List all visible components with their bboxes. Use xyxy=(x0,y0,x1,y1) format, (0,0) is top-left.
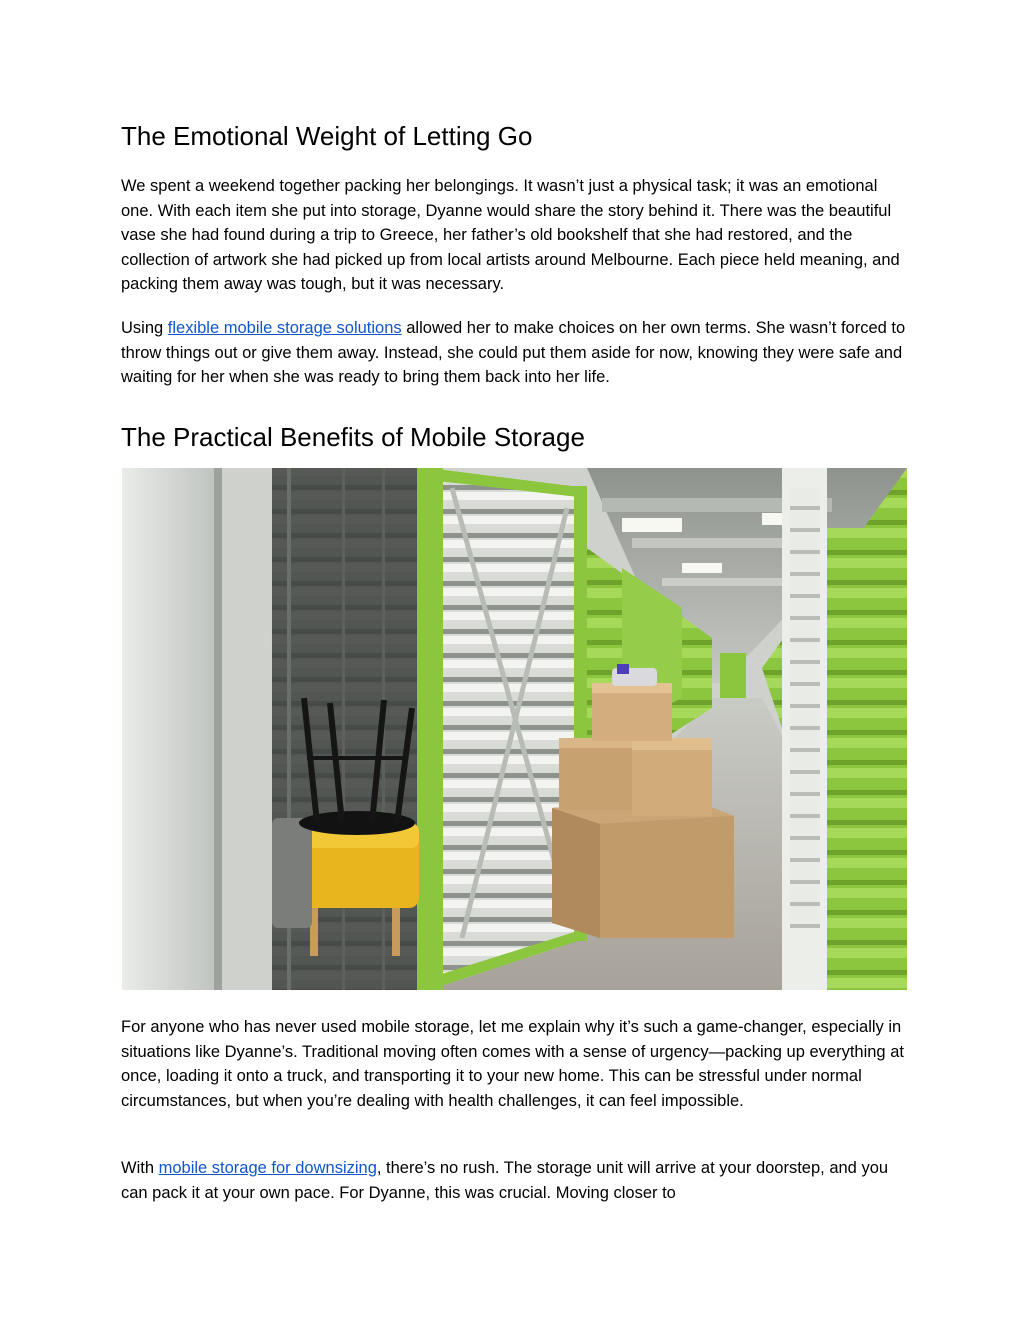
storage-facility-photo xyxy=(122,468,907,990)
paragraph-text: With xyxy=(121,1159,159,1177)
paragraph-packing-belongings: We spent a weekend together packing her belongings. It wasn’t just a physical task; it was an emotional one. With each item she put into storage, Dyanne would share the story behind it. There was the beautiful vase she had found during a trip to Greece, her father’s old bookshelf that she had restored, and the collection of artwork she had picked up from local artists around Melbourne. Each piece held meaning, and packing them away was tough, but it was necessary. xyxy=(121,177,900,293)
paragraph-text: , there’s no rush. The storage unit will arrive at your doorstep, and you can pack it at your own pace. For Dyanne, this was crucial. Moving closer to xyxy=(121,1159,889,1202)
link-mobile-storage-downsizing[interactable]: mobile storage for downsizing xyxy=(158,1159,377,1177)
section-heading-practical-benefits: The Practical Benefits of Mobile Storage xyxy=(121,422,585,452)
paragraph-no-rush xyxy=(121,1156,911,1205)
link-flexible-mobile-storage[interactable]: flexible mobile storage solutions xyxy=(167,319,402,337)
paragraph-flexible-storage xyxy=(121,316,911,390)
paragraph-text: Using xyxy=(121,319,168,337)
paragraph-text: allowed her to make choices on her own terms. She wasn’t forced to throw things out or give them away. Instead, she could put them aside for now, knowing they were safe and waiting for her when she was ready to bring them back into her life. xyxy=(121,319,906,386)
paragraph-game-changer: For anyone who has never used mobile storage, let me explain why it’s such a game-changer, especially in situations like Dyanne’s. Traditional moving often comes with a sense of urgency—packing up everything at once, loading it onto a truck, and transporting it to your new home. This can be stressful under normal circumstances, but when you’re dealing with health challenges, it can feel impossible. xyxy=(121,1018,904,1110)
section-heading-emotional-weight: The Emotional Weight of Letting Go xyxy=(121,121,533,151)
